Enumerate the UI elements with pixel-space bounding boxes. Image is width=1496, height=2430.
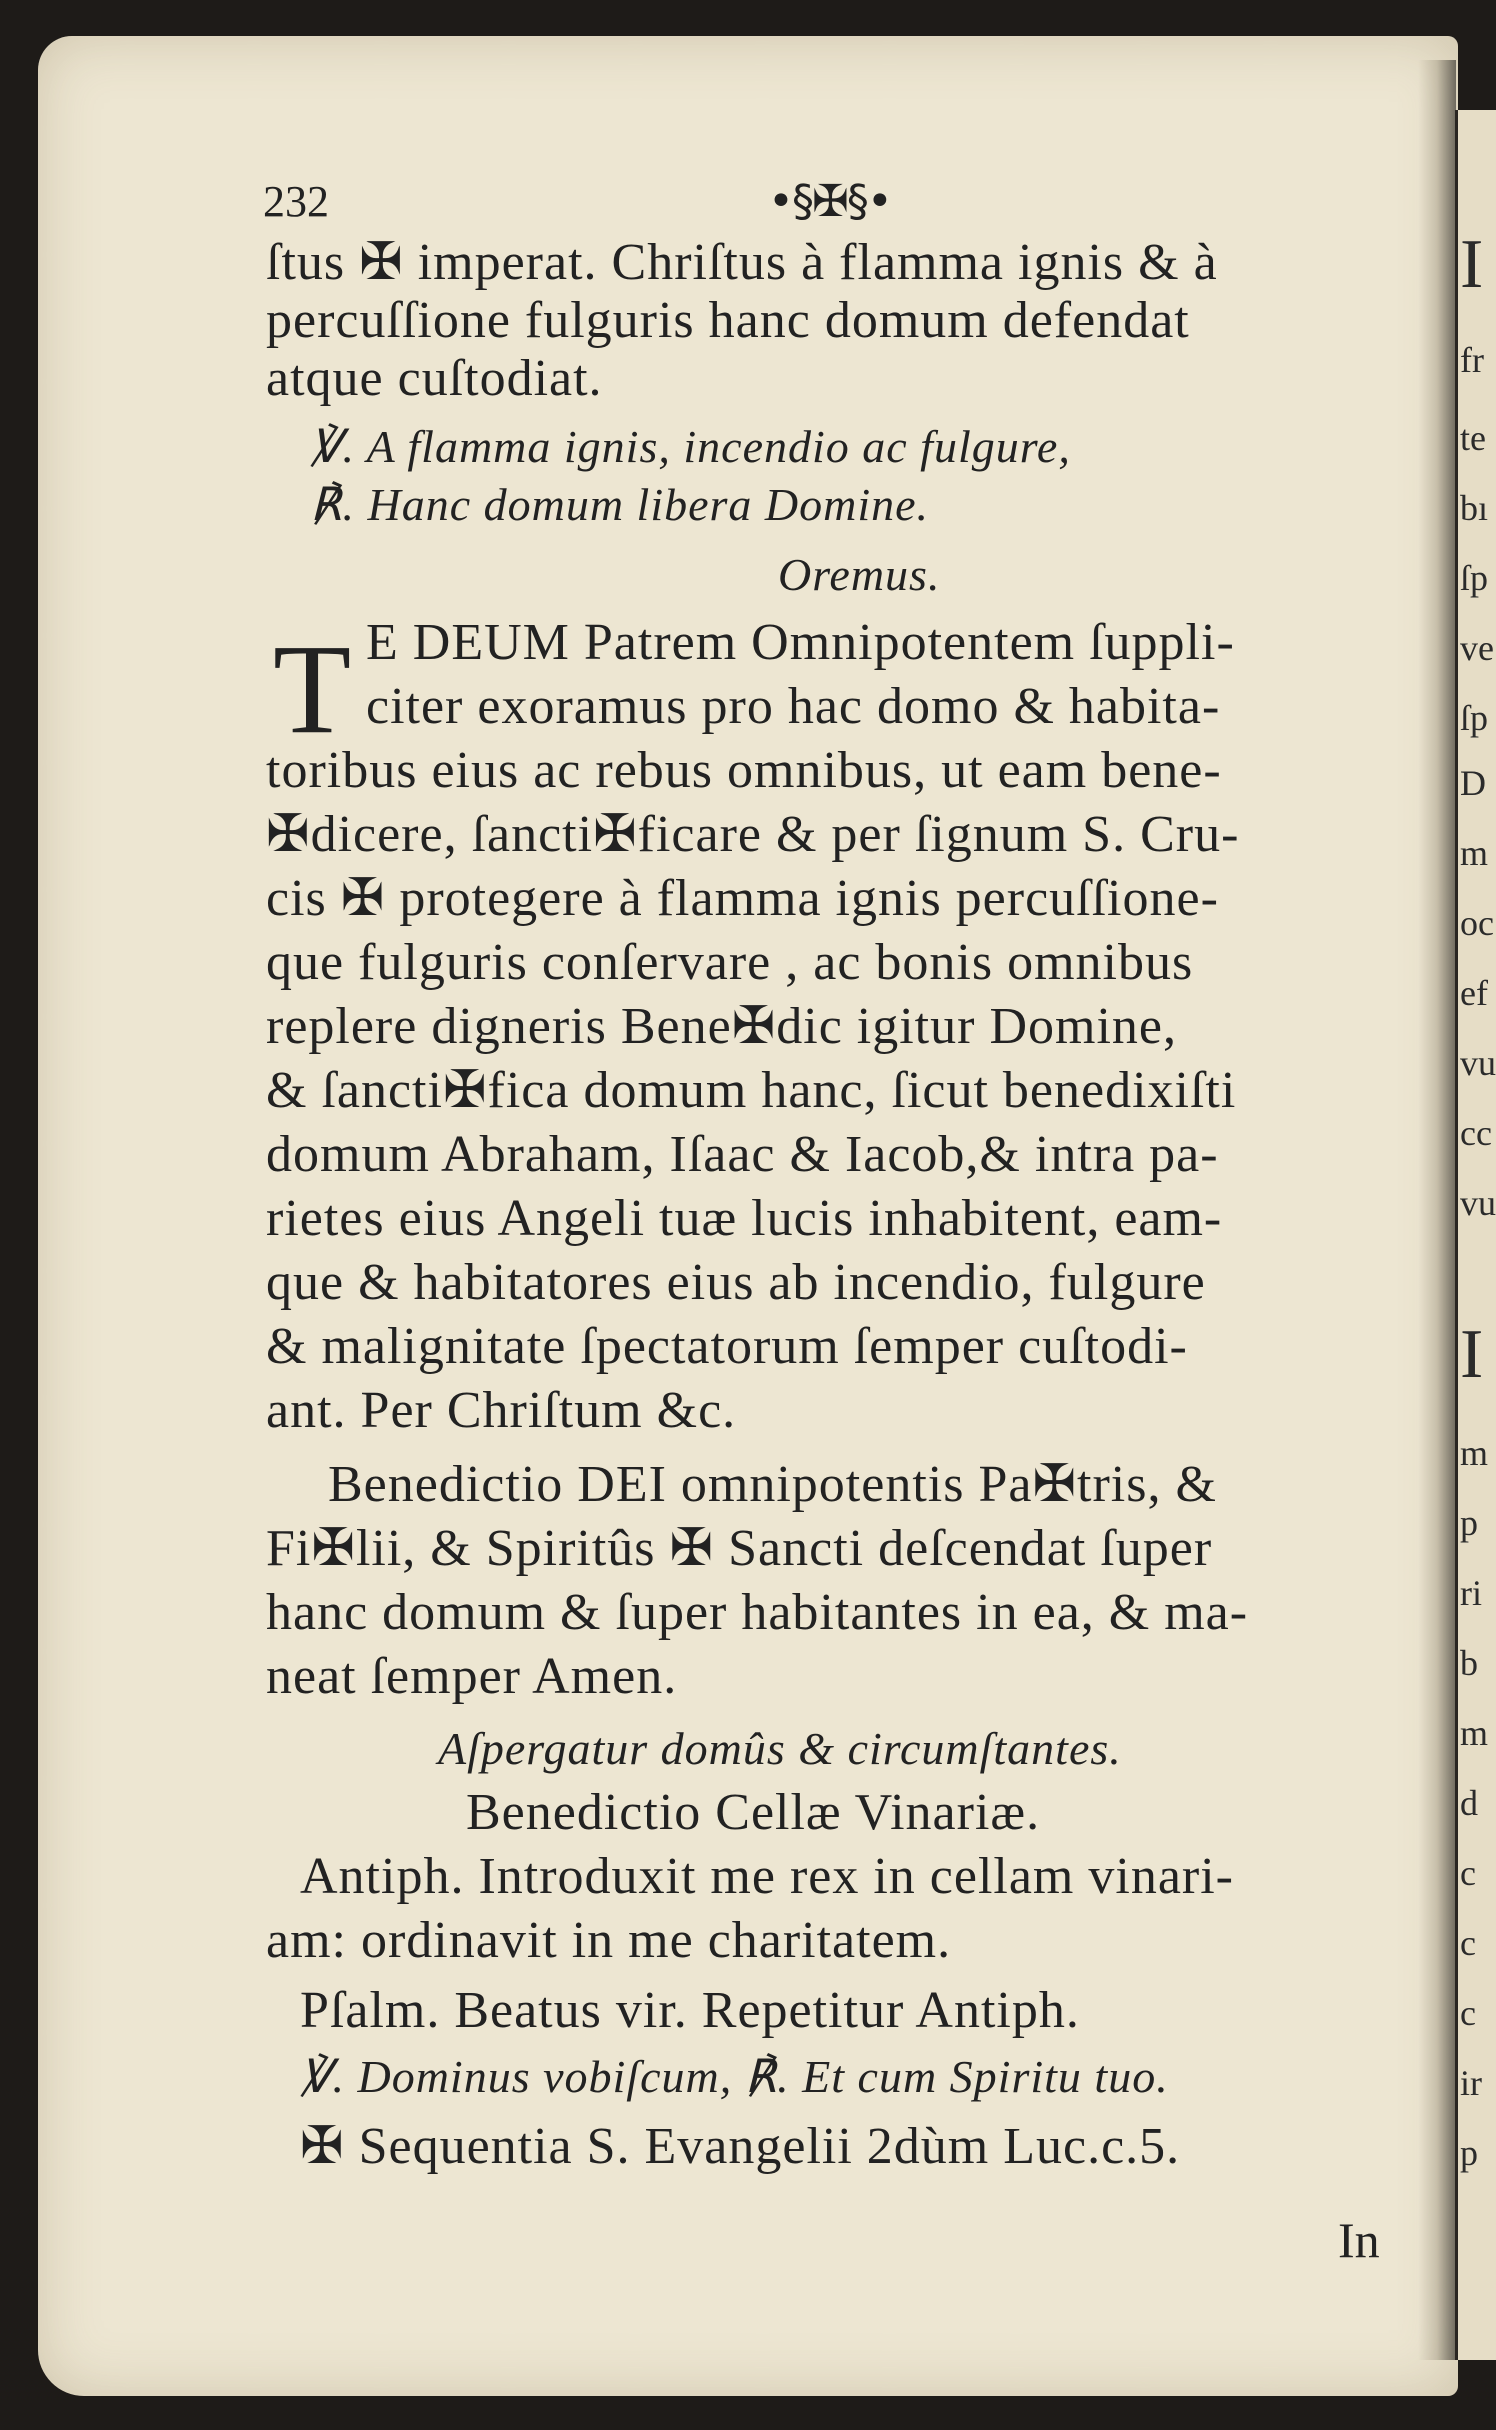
fragment: vu xyxy=(1460,1043,1496,1083)
fragment: I xyxy=(1460,226,1484,303)
fragment: c xyxy=(1460,1853,1476,1893)
fragment: d xyxy=(1460,1783,1478,1823)
drop-cap: T xyxy=(273,618,352,760)
fragment: p xyxy=(1460,2133,1478,2173)
fragment: m xyxy=(1460,1713,1489,1753)
fragment: bı xyxy=(1460,488,1489,528)
rubric-line: Aſpergatur domûs & circumſtantes. xyxy=(438,1723,1122,1774)
text-line: que & habitatores eius ab incendio, fulgure xyxy=(266,1254,1206,1311)
fragment: fr xyxy=(1460,340,1484,380)
gospel-line: ✠ Sequentia S. Evangelii 2dùm Luc.c.5. xyxy=(300,2118,1181,2175)
versicle-line: ℣. Dominus vobiſcum, ℟. Et cum Spiritu tuo. xyxy=(300,2051,1169,2102)
fragment: ſp xyxy=(1460,698,1489,738)
book-page xyxy=(38,36,1458,2396)
text-line: citer exoramus pro hac domo & habita- xyxy=(366,678,1221,735)
response-line: ℟. Hanc domum libera Domine. xyxy=(310,479,930,530)
oremus-heading: Oremus. xyxy=(778,549,941,600)
text-line: ant. Per Chriſtum &c. xyxy=(266,1382,737,1439)
text-line: toribus eius ac rebus omnibus, ut eam bene- xyxy=(266,742,1222,799)
header-ornament: •§✠§• xyxy=(768,176,891,227)
fragment: ef xyxy=(1460,973,1488,1013)
text-line: E DEUM Patrem Omnipotentem ſuppli- xyxy=(366,614,1235,671)
fragment: I xyxy=(1460,1316,1484,1393)
fragment: b xyxy=(1460,1643,1478,1683)
fragment: ir xyxy=(1460,2063,1482,2103)
text-line: & ſancti✠fica domum hanc, ſicut benedixiſti xyxy=(266,1062,1237,1119)
text-line: percuſſione fulguris hanc domum defendat xyxy=(266,292,1190,349)
text-line: am: ordinavit in me charitatem. xyxy=(266,1912,952,1969)
versicle-line: ℣. A flamma ignis, incendio ac fulgure, xyxy=(310,421,1071,472)
fragment: c xyxy=(1460,1923,1476,1963)
book-gutter xyxy=(1418,60,1456,2360)
page-number: 232 xyxy=(263,177,329,226)
facing-page-edge xyxy=(1455,110,1496,2360)
antiphon-line: Antiph. Introduxit me rex in cellam vinari- xyxy=(300,1848,1234,1905)
text-line: domum Abraham, Iſaac & Iacob,& intra pa- xyxy=(266,1126,1219,1183)
text-line: que fulguris conſervare , ac bonis omnibus xyxy=(266,934,1194,991)
fragment: vu xyxy=(1460,1183,1496,1223)
text-line: hanc domum & ſuper habitantes in ea, & ma- xyxy=(266,1584,1249,1641)
text-line: rietes eius Angeli tuæ lucis inhabitent, eam- xyxy=(266,1190,1223,1247)
fragment: m xyxy=(1460,1433,1489,1473)
fragment: p xyxy=(1460,1503,1478,1543)
fragment: oc xyxy=(1460,903,1494,943)
fragment: m xyxy=(1460,833,1489,873)
fragment: cc xyxy=(1460,1113,1492,1153)
section-heading: Benedictio Cellæ Vinariæ. xyxy=(466,1784,1041,1841)
fragment: te xyxy=(1460,418,1486,458)
fragment: ri xyxy=(1460,1573,1482,1613)
text-line: replere digneris Bene✠dic igitur Domine, xyxy=(266,998,1177,1055)
fragment: D xyxy=(1460,763,1486,803)
fragment: c xyxy=(1460,1993,1476,2033)
text-line: & malignitate ſpectatorum ſemper cuſtodi- xyxy=(266,1318,1188,1375)
psalm-line: Pſalm. Beatus vir. Repetitur Antiph. xyxy=(300,1982,1080,2039)
fragment: ve xyxy=(1460,628,1494,668)
text-line: ſtus ✠ imperat. Chriſtus à flamma ignis & à xyxy=(266,234,1218,291)
text-line: neat ſemper Amen. xyxy=(266,1648,678,1705)
text-line: cis ✠ protegere à flamma ignis percuſſione- xyxy=(266,870,1219,927)
catchword: In xyxy=(1338,2212,1380,2268)
text-line: Benedictio DEI omnipotentis Pa✠tris, & xyxy=(328,1456,1217,1513)
text-line: atque cuſtodiat. xyxy=(266,350,603,407)
fragment: ſp xyxy=(1460,558,1489,598)
text-line: ✠dicere, ſancti✠ficare & per ſignum S. Cru- xyxy=(266,806,1240,863)
text-line: Fi✠lii, & Spiritûs ✠ Sancti deſcendat ſuper xyxy=(266,1520,1213,1577)
